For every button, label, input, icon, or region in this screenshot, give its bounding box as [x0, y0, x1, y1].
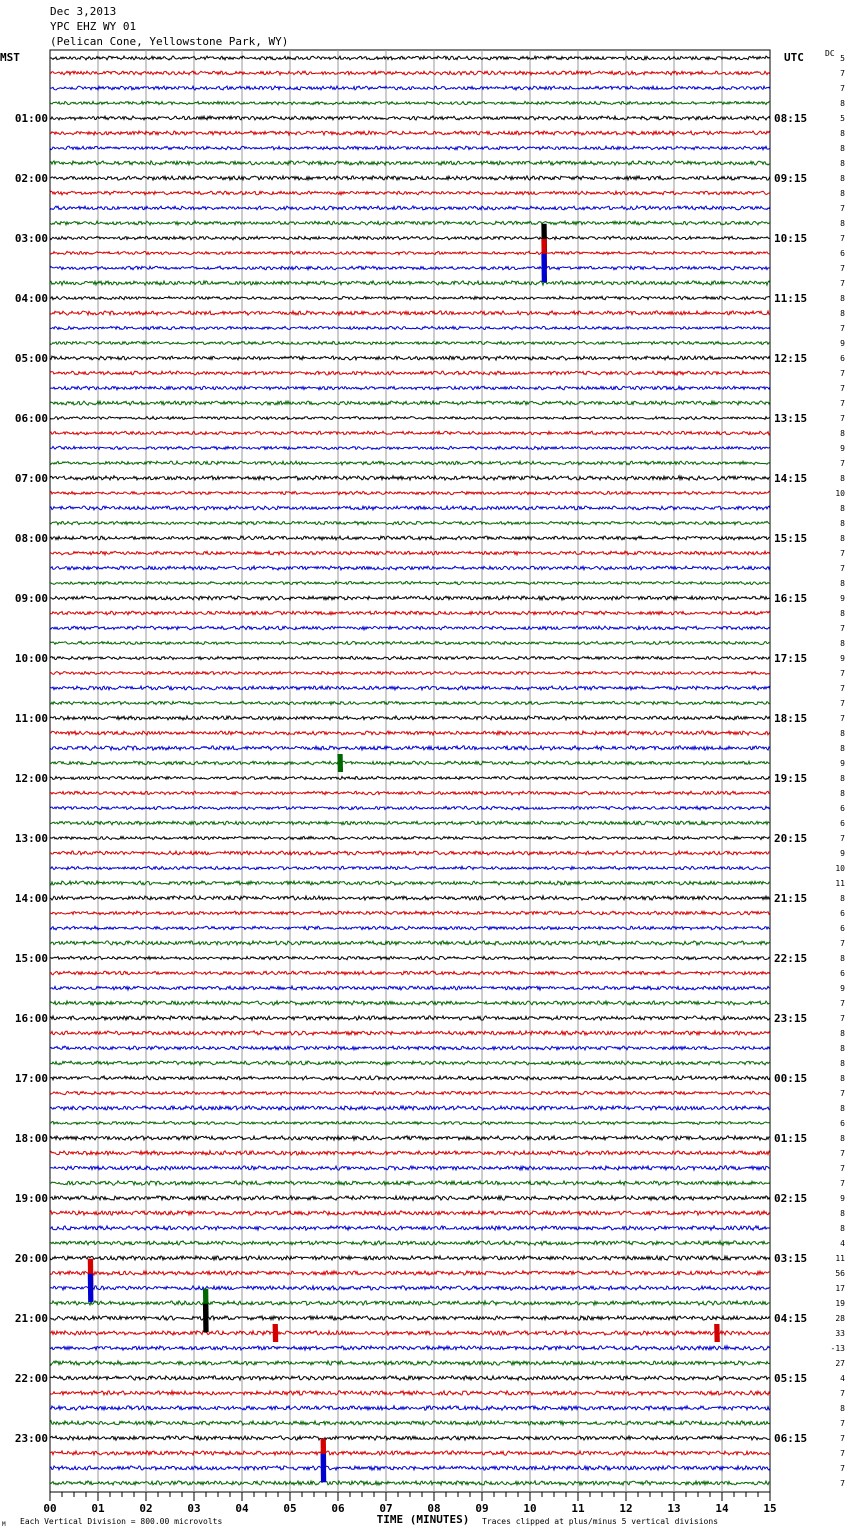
- dc-offset-label: 8: [840, 729, 845, 738]
- dc-offset-label: 11: [835, 879, 845, 888]
- trace-row-77: [50, 1211, 770, 1215]
- dc-offset-label: 8: [840, 309, 845, 318]
- trace-row-50: [50, 806, 770, 810]
- trace-row-72: [50, 1136, 770, 1140]
- trace-row-23: [50, 401, 770, 405]
- dc-offset-label: 8: [840, 954, 845, 963]
- right-hour-label: 14:15: [774, 472, 808, 485]
- trace-row-33: [50, 551, 770, 555]
- trace-row-46: [50, 746, 770, 750]
- dc-offset-label: 6: [840, 804, 845, 813]
- trace-row-31: [50, 521, 770, 524]
- left-hour-label: 06:00: [14, 412, 48, 425]
- trace-row-79: [50, 1241, 770, 1245]
- trace-row-84: [50, 1316, 770, 1320]
- trace-row-74: [50, 1166, 770, 1170]
- trace-row-69: [50, 1091, 770, 1094]
- dc-offset-label: 8: [840, 129, 845, 138]
- dc-offset-label: 8: [840, 1134, 845, 1143]
- dc-offset-label: 8: [840, 474, 845, 483]
- x-tick-label: 07: [379, 1502, 393, 1515]
- dc-offset-label: 7: [840, 1014, 845, 1023]
- trace-row-48: [50, 776, 770, 779]
- trace-row-95: [50, 1481, 770, 1485]
- dc-offset-label: 7: [840, 1449, 845, 1458]
- x-tick-label: 14: [715, 1502, 729, 1515]
- dc-offset-label: 8: [840, 1029, 845, 1038]
- trace-row-52: [50, 836, 770, 839]
- trace-row-32: [50, 536, 770, 540]
- trace-row-56: [50, 896, 770, 900]
- trace-row-63: [50, 1001, 770, 1005]
- dc-offset-label: 7: [840, 1389, 845, 1398]
- event-11: [321, 1454, 325, 1483]
- dc-offset-label: 6: [840, 819, 845, 828]
- header-location: (Pelican Cone, Yellowstone Park, WY): [50, 35, 289, 48]
- dc-offset-label: 8: [840, 504, 845, 513]
- left-hour-label: 16:00: [14, 1012, 48, 1025]
- dc-offset-label: 7: [840, 204, 845, 213]
- trace-row-3: [50, 101, 770, 104]
- dc-offset-label: 6: [840, 969, 845, 978]
- trace-row-70: [50, 1106, 770, 1110]
- dc-offset-label: 9: [840, 759, 845, 768]
- trace-row-25: [50, 431, 770, 435]
- trace-row-54: [50, 866, 770, 870]
- dc-offset-label: 8: [840, 1104, 845, 1113]
- header-date: Dec 3,2013: [50, 5, 117, 18]
- dc-offset-label: 8: [840, 1074, 845, 1083]
- right-hour-label: 11:15: [774, 292, 808, 305]
- trace-row-64: [50, 1016, 770, 1020]
- trace-row-89: [50, 1391, 770, 1395]
- trace-row-65: [50, 1031, 770, 1035]
- dc-offset-label: 7: [840, 1179, 845, 1188]
- left-hour-label: 03:00: [14, 232, 48, 245]
- x-tick-label: 11: [571, 1502, 585, 1515]
- trace-row-59: [50, 941, 770, 945]
- trace-row-42: [50, 686, 770, 690]
- dc-offset-label: 7: [840, 414, 845, 423]
- dc-offset-label: 5: [840, 54, 845, 63]
- trace-row-47: [50, 761, 770, 765]
- trace-row-6: [50, 146, 770, 150]
- dc-offset-label: 7: [840, 234, 845, 243]
- dc-offset-label: 9: [840, 1194, 845, 1203]
- event-9: [715, 1324, 719, 1342]
- trace-row-58: [50, 926, 770, 930]
- trace-row-9: [50, 191, 770, 195]
- x-tick-label: 13: [667, 1502, 681, 1515]
- vertical-division-note: Each Vertical Division = 800.00 microvolts: [20, 1517, 223, 1526]
- x-tick-label: 00: [43, 1502, 57, 1515]
- left-hour-label: 08:00: [14, 532, 48, 545]
- left-hour-label: 17:00: [14, 1072, 48, 1085]
- right-hour-label: 04:15: [774, 1312, 808, 1325]
- footer-mark: M: [2, 1521, 6, 1528]
- trace-row-16: [50, 296, 770, 299]
- trace-row-19: [50, 341, 770, 344]
- x-tick-label: 09: [475, 1502, 489, 1515]
- dc-offset-label: 7: [840, 324, 845, 333]
- trace-row-34: [50, 566, 770, 570]
- utc-label: UTC: [784, 51, 804, 64]
- trace-row-4: [50, 116, 770, 120]
- dc-offset-label: 9: [840, 849, 845, 858]
- left-hour-label: 22:00: [14, 1372, 48, 1385]
- x-tick-label: 03: [187, 1502, 201, 1515]
- right-hour-label: 06:15: [774, 1432, 808, 1445]
- right-hour-label: 18:15: [774, 712, 808, 725]
- trace-row-71: [50, 1121, 770, 1124]
- dc-offset-label: 7: [840, 684, 845, 693]
- trace-row-20: [50, 356, 770, 360]
- trace-row-39: [50, 641, 770, 644]
- dc-offset-label: 8: [840, 519, 845, 528]
- dc-offset-label: 7: [840, 399, 845, 408]
- right-hour-label: 20:15: [774, 832, 808, 845]
- dc-offset-label: 7: [840, 939, 845, 948]
- right-hour-label: 15:15: [774, 532, 808, 545]
- right-hour-label: 22:15: [774, 952, 808, 965]
- dc-offset-label: 8: [840, 1059, 845, 1068]
- left-hour-label: 13:00: [14, 832, 48, 845]
- trace-row-30: [50, 506, 770, 510]
- x-tick-label: 01: [91, 1502, 105, 1515]
- trace-row-82: [50, 1286, 770, 1290]
- trace-row-24: [50, 417, 770, 420]
- trace-row-13: [50, 251, 770, 254]
- dc-offset-label: 4: [840, 1374, 845, 1383]
- dc-offset-label: 4: [840, 1239, 845, 1248]
- right-hour-label: 01:15: [774, 1132, 808, 1145]
- x-tick-label: 15: [763, 1502, 777, 1515]
- dc-offset-label: 9: [840, 339, 845, 348]
- dc-offset-label: 8: [840, 429, 845, 438]
- dc-offset-label: 11: [835, 1254, 845, 1263]
- dc-offset-label: 9: [840, 594, 845, 603]
- trace-row-51: [50, 821, 770, 825]
- x-tick-label: 08: [427, 1502, 441, 1515]
- dc-offset-label: 8: [840, 639, 845, 648]
- trace-row-35: [50, 581, 770, 584]
- trace-row-21: [50, 371, 770, 375]
- dc-offset-label: -13: [830, 1344, 845, 1353]
- x-tick-label: 12: [619, 1502, 633, 1515]
- trace-row-49: [50, 791, 770, 795]
- trace-row-91: [50, 1421, 770, 1425]
- trace-row-12: [50, 236, 770, 240]
- dc-offset-label: 9: [840, 654, 845, 663]
- trace-row-68: [50, 1076, 770, 1080]
- right-hour-label: 05:15: [774, 1372, 808, 1385]
- dc-offset-label: 7: [840, 1434, 845, 1443]
- event-3: [338, 754, 342, 772]
- dc-offset-label: 8: [840, 159, 845, 168]
- dc-offset-label: 6: [840, 249, 845, 258]
- dc-offset-label: 56: [835, 1269, 845, 1278]
- x-tick-label: 06: [331, 1502, 345, 1515]
- left-hour-label: 04:00: [14, 292, 48, 305]
- dc-offset-label: 7: [840, 1089, 845, 1098]
- dc-offset-label: 8: [840, 894, 845, 903]
- trace-row-44: [50, 716, 770, 720]
- left-hour-label: 12:00: [14, 772, 48, 785]
- trace-row-41: [50, 671, 770, 674]
- dc-offset-label: 19: [835, 1299, 845, 1308]
- event-5: [88, 1274, 92, 1303]
- right-hour-label: 16:15: [774, 592, 808, 605]
- dc-label: DC: [825, 49, 835, 58]
- dc-offset-label: 7: [840, 1164, 845, 1173]
- trace-row-73: [50, 1151, 770, 1155]
- trace-row-81: [50, 1271, 770, 1275]
- dc-offset-label: 8: [840, 1209, 845, 1218]
- dc-offset-label: 7: [840, 999, 845, 1008]
- trace-row-83: [50, 1301, 770, 1305]
- dc-offset-label: 7: [840, 834, 845, 843]
- right-hour-label: 10:15: [774, 232, 808, 245]
- dc-offset-label: 7: [840, 384, 845, 393]
- trace-row-29: [50, 491, 770, 494]
- left-hour-label: 18:00: [14, 1132, 48, 1145]
- dc-offset-label: 7: [840, 714, 845, 723]
- dc-offset-label: 7: [840, 279, 845, 288]
- x-tick-label: 10: [523, 1502, 537, 1515]
- dc-offset-label: 7: [840, 369, 845, 378]
- dc-offset-label: 9: [840, 444, 845, 453]
- dc-offset-label: 8: [840, 174, 845, 183]
- left-hour-label: 15:00: [14, 952, 48, 965]
- dc-offset-label: 8: [840, 219, 845, 228]
- trace-row-88: [50, 1376, 770, 1380]
- dc-offset-label: 6: [840, 354, 845, 363]
- dc-offset-label: 10: [835, 864, 845, 873]
- right-hour-label: 09:15: [774, 172, 808, 185]
- left-hour-label: 23:00: [14, 1432, 48, 1445]
- dc-offset-label: 7: [840, 564, 845, 573]
- dc-offset-label: 6: [840, 924, 845, 933]
- trace-row-37: [50, 611, 770, 615]
- right-hour-label: 19:15: [774, 772, 808, 785]
- trace-row-14: [50, 266, 770, 270]
- dc-offset-label: 7: [840, 669, 845, 678]
- right-hour-label: 00:15: [774, 1072, 808, 1085]
- trace-row-15: [50, 281, 770, 285]
- header-station: YPC EHZ WY 01: [50, 20, 137, 33]
- trace-row-0: [50, 56, 770, 60]
- dc-offset-label: 8: [840, 294, 845, 303]
- trace-row-7: [50, 161, 770, 165]
- left-hour-label: 21:00: [14, 1312, 48, 1325]
- trace-row-38: [50, 626, 770, 630]
- left-hour-label: 10:00: [14, 652, 48, 665]
- event-2: [542, 254, 546, 282]
- dc-offset-label: 7: [840, 1419, 845, 1428]
- dc-offset-label: 8: [840, 609, 845, 618]
- trace-row-43: [50, 701, 770, 704]
- trace-row-5: [50, 131, 770, 135]
- trace-row-76: [50, 1196, 770, 1200]
- left-hour-label: 02:00: [14, 172, 48, 185]
- trace-row-40: [50, 656, 770, 659]
- dc-offset-label: 8: [840, 774, 845, 783]
- dc-offset-label: 7: [840, 549, 845, 558]
- x-tick-label: 02: [139, 1502, 153, 1515]
- trace-row-27: [50, 461, 770, 465]
- plot-frame: [50, 50, 770, 1492]
- left-hour-label: 20:00: [14, 1252, 48, 1265]
- dc-offset-label: 8: [840, 144, 845, 153]
- dc-offset-label: 7: [840, 459, 845, 468]
- trace-row-87: [50, 1361, 770, 1365]
- x-tick-label: 05: [283, 1502, 297, 1515]
- left-hour-label: 14:00: [14, 892, 48, 905]
- dc-offset-label: 7: [840, 1479, 845, 1488]
- event-8: [273, 1324, 277, 1342]
- left-hour-label: 11:00: [14, 712, 48, 725]
- left-hour-label: 01:00: [14, 112, 48, 125]
- dc-offset-label: 8: [840, 99, 845, 108]
- trace-row-2: [50, 86, 770, 90]
- dc-offset-label: 8: [840, 744, 845, 753]
- dc-offset-label: 7: [840, 1464, 845, 1473]
- dc-offset-label: 33: [835, 1329, 845, 1338]
- dc-offset-label: 27: [835, 1359, 845, 1368]
- trace-row-10: [50, 206, 770, 210]
- trace-row-18: [50, 326, 770, 329]
- dc-offset-label: 6: [840, 1119, 845, 1128]
- trace-row-11: [50, 221, 770, 225]
- trace-row-26: [50, 446, 770, 449]
- trace-row-17: [50, 311, 770, 315]
- clip-note: Traces clipped at plus/minus 5 vertical divisions: [482, 1517, 719, 1526]
- dc-offset-label: 7: [840, 264, 845, 273]
- dc-offset-label: 5: [840, 114, 845, 123]
- dc-offset-label: 8: [840, 1224, 845, 1233]
- trace-row-45: [50, 731, 770, 735]
- left-hour-label: 19:00: [14, 1192, 48, 1205]
- trace-row-62: [50, 986, 770, 990]
- dc-offset-label: 7: [840, 1149, 845, 1158]
- trace-row-92: [50, 1436, 770, 1440]
- right-hour-label: 03:15: [774, 1252, 808, 1265]
- trace-row-28: [50, 476, 770, 480]
- trace-row-80: [50, 1256, 770, 1260]
- trace-row-1: [50, 71, 770, 75]
- right-hour-label: 17:15: [774, 652, 808, 665]
- dc-offset-label: 8: [840, 189, 845, 198]
- left-hour-label: 09:00: [14, 592, 48, 605]
- x-tick-label: 04: [235, 1502, 249, 1515]
- event-7: [204, 1304, 208, 1333]
- trace-row-53: [50, 851, 770, 855]
- right-hour-label: 12:15: [774, 352, 808, 365]
- trace-row-86: [50, 1346, 770, 1350]
- trace-row-94: [50, 1466, 770, 1470]
- trace-row-78: [50, 1226, 770, 1230]
- right-hour-label: 21:15: [774, 892, 808, 905]
- trace-row-66: [50, 1046, 770, 1050]
- trace-row-93: [50, 1451, 770, 1455]
- dc-offset-label: 7: [840, 84, 845, 93]
- dc-offset-label: 28: [835, 1314, 845, 1323]
- dc-offset-label: 7: [840, 624, 845, 633]
- dc-offset-label: 8: [840, 1044, 845, 1053]
- dc-offset-label: 7: [840, 69, 845, 78]
- dc-offset-label: 8: [840, 579, 845, 588]
- mst-label: MST: [0, 51, 20, 64]
- dc-offset-label: 9: [840, 984, 845, 993]
- dc-offset-label: 17: [835, 1284, 845, 1293]
- trace-row-90: [50, 1406, 770, 1410]
- trace-row-8: [50, 176, 770, 180]
- right-hour-label: 08:15: [774, 112, 808, 125]
- dc-offset-label: 6: [840, 909, 845, 918]
- right-hour-label: 13:15: [774, 412, 808, 425]
- trace-row-22: [50, 386, 770, 390]
- dc-offset-label: 8: [840, 534, 845, 543]
- dc-offset-label: 7: [840, 699, 845, 708]
- left-hour-label: 07:00: [14, 472, 48, 485]
- trace-row-60: [50, 956, 770, 959]
- right-hour-label: 23:15: [774, 1012, 808, 1025]
- dc-offset-label: 8: [840, 1404, 845, 1413]
- trace-row-85: [50, 1331, 770, 1335]
- trace-row-75: [50, 1181, 770, 1185]
- left-hour-label: 05:00: [14, 352, 48, 365]
- dc-offset-label: 8: [840, 789, 845, 798]
- right-hour-label: 02:15: [774, 1192, 808, 1205]
- x-axis-label: TIME (MINUTES): [376, 1513, 470, 1526]
- trace-row-57: [50, 911, 770, 915]
- trace-row-67: [50, 1061, 770, 1065]
- dc-offset-label: 10: [835, 489, 845, 498]
- trace-row-61: [50, 971, 770, 975]
- trace-row-55: [50, 881, 770, 885]
- trace-row-36: [50, 596, 770, 600]
